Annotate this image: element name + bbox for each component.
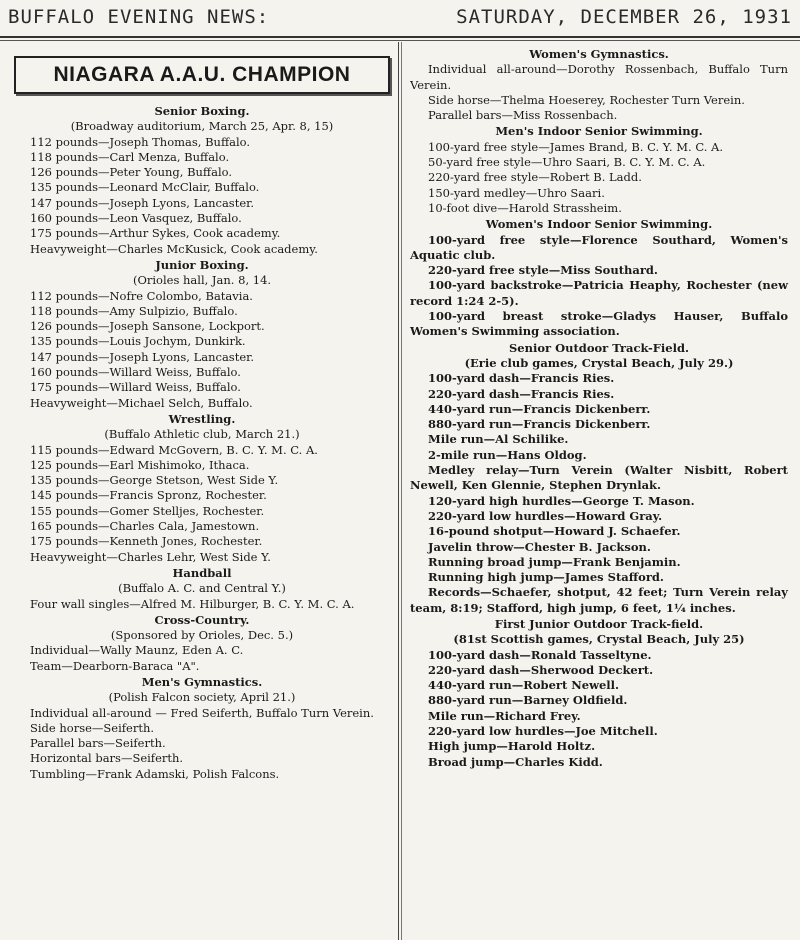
result-line: 160 pounds—Leon Vasquez, Buffalo. <box>30 211 242 226</box>
section-title: Senior Outdoor Track-Field. <box>509 340 689 355</box>
result-line: 120-yard high hurdles—George T. Mason. <box>428 493 695 508</box>
section-title: Women's Gymnastics. <box>529 47 669 61</box>
result-line: 175 pounds—Willard Weiss, Buffalo. <box>30 380 241 395</box>
result-line: 147 pounds—Joseph Lyons, Lancaster. <box>30 195 255 210</box>
result-line: 220-yard dash—Sherwood Deckert. <box>428 662 654 677</box>
right-column <box>410 46 788 770</box>
result-line: 880-yard run—Barney Oldfield. <box>428 693 628 708</box>
section-venue: (Erie club games, Crystal Beach, July 29.) <box>464 355 734 370</box>
masthead-paper: BUFFALO EVENING NEWS: <box>8 6 270 28</box>
section-senior-boxing <box>12 104 392 257</box>
section-title: Senior Boxing. <box>154 104 250 118</box>
result-line: 100-yard dash—Francis Ries. <box>428 371 615 386</box>
result-line: 118 pounds—Carl Menza, Buffalo. <box>30 149 230 164</box>
result-line: 115 pounds—Edward McGovern, B. C. Y. M. C. A. <box>30 442 318 457</box>
masthead-date: SATURDAY, DECEMBER 26, 1931 <box>456 6 792 28</box>
section-junior-boxing <box>12 258 392 411</box>
result-line: 145 pounds—Francis Spronz, Rochester. <box>30 488 267 503</box>
result-line: Javelin throw—Chester B. Jackson. <box>428 539 651 554</box>
result-line: 135 pounds—Leonard McClair, Buffalo. <box>30 180 260 195</box>
result-line: Team—Dearborn-Baraca "A". <box>30 658 200 673</box>
result-line: Heavyweight—Michael Selch, Buffalo. <box>30 395 253 410</box>
result-line: 126 pounds—Peter Young, Buffalo. <box>30 165 233 180</box>
result-line: High jump—Harold Holtz. <box>428 739 596 754</box>
result-line: 175 pounds—Kenneth Jones, Rochester. <box>30 534 263 549</box>
masthead-rule <box>0 36 800 38</box>
result-line: 100-yard dash—Ronald Tasseltyne. <box>428 647 652 662</box>
result-line: 220-yard free style—Robert B. Ladd. <box>428 170 642 185</box>
section-mens-swimming <box>410 124 788 216</box>
result-line: 135 pounds—George Stetson, West Side Y. <box>30 473 279 488</box>
result-line: 100-yard backstroke—Patricia Heaphy, Rochester (new record 1:24 2-5). <box>410 278 788 308</box>
result-line: Individual all-around—Dorothy Rossenbach, Buffalo Turn Verein. <box>410 62 788 92</box>
result-line: 165 pounds—Charles Cala, Jamestown. <box>30 519 260 534</box>
result-line: 50-yard free style—Uhro Saari, B. C. Y. M. C. A. <box>428 155 706 170</box>
result-line: Records—Schaefer, shotput, 42 feet; Turn Verein relay team, 8:19; Stafford, high jump, 6 feet, 1¼ inches. <box>410 585 788 615</box>
section-title: Men's Indoor Senior Swimming. <box>495 124 703 139</box>
result-line: Horizontal bars—Seiferth. <box>30 751 184 766</box>
result-line: 112 pounds—Nofre Colombo, Batavia. <box>30 288 253 303</box>
section-venue: (Sponsored by Orioles, Dec. 5.) <box>110 628 294 643</box>
section-title: Women's Indoor Senior Swimming. <box>485 217 713 232</box>
result-line: 220-yard low hurdles—Joe Mitchell. <box>428 724 658 739</box>
section-handball <box>12 566 392 612</box>
section-mens-gymnastics <box>12 675 392 782</box>
result-line: 16-pound shotput—Howard J. Schaefer. <box>428 524 681 539</box>
result-line: 10-foot dive—Harold Strassheim. <box>428 200 622 215</box>
section-venue: (Orioles hall, Jan. 8, 14. <box>132 273 272 288</box>
section-womens-swimming <box>410 217 788 339</box>
headline: NIAGARA A.A.U. CHAMPION <box>53 63 351 86</box>
section-junior-track <box>410 617 788 770</box>
result-line: Parallel bars—Miss Rossenbach. <box>428 108 618 123</box>
result-line: 118 pounds—Amy Sulpizio, Buffalo. <box>30 303 238 318</box>
section-wrestling <box>12 412 392 565</box>
result-line: 2-mile run—Hans Oldog. <box>428 447 587 462</box>
section-senior-track <box>410 341 788 616</box>
section-venue: (Buffalo A. C. and Central Y.) <box>118 581 286 596</box>
result-line: Heavyweight—Charles McKusick, Cook academy. <box>30 241 318 256</box>
section-title: Cross-Country. <box>154 612 250 627</box>
left-column <box>12 56 392 782</box>
result-line: 125 pounds—Earl Mishimoko, Ithaca. <box>30 457 250 472</box>
result-line: Individual—Wally Maunz, Eden A. C. <box>30 643 244 658</box>
section-title: Handball <box>172 565 232 580</box>
column-divider-thin <box>401 42 402 940</box>
result-line: Running high jump—James Stafford. <box>428 570 664 585</box>
section-venue: (Polish Falcon society, April 21.) <box>108 690 296 705</box>
result-line: 160 pounds—Willard Weiss, Buffalo. <box>30 365 241 380</box>
result-line: 100-yard free style—James Brand, B. C. Y. M. C. A. <box>428 139 723 154</box>
result-line: Side horse—Thelma Hoeserey, Rochester Turn Verein. <box>428 92 745 107</box>
result-line: 100-yard breast stroke—Gladys Hauser, Buffalo Women's Swimming association. <box>410 309 788 339</box>
masthead <box>0 0 800 34</box>
result-line: Parallel bars—Seiferth. <box>30 736 166 751</box>
result-line: Tumbling—Frank Adamski, Polish Falcons. <box>30 766 280 781</box>
column-divider <box>398 42 399 940</box>
result-line: Running broad jump—Frank Benjamin. <box>428 554 681 569</box>
result-line: 440-yard run—Robert Newell. <box>428 678 620 693</box>
result-line: Mile run—Richard Frey. <box>428 708 581 723</box>
result-line: 135 pounds—Louis Jochym, Dunkirk. <box>30 334 246 349</box>
result-line: 126 pounds—Joseph Sansone, Lockport. <box>30 319 265 334</box>
result-line: 147 pounds—Joseph Lyons, Lancaster. <box>30 349 255 364</box>
section-venue: (Buffalo Athletic club, March 21.) <box>104 427 300 442</box>
section-title: Wrestling. <box>168 411 236 426</box>
result-line: 112 pounds—Joseph Thomas, Buffalo. <box>30 134 251 149</box>
result-line: Side horse—Seiferth. <box>30 720 155 735</box>
section-venue: (Broadway auditorium, March 25, Apr. 8, 15) <box>70 119 334 134</box>
result-line: Mile run—Al Schilike. <box>428 432 569 447</box>
result-line: Broad jump—Charles Kidd. <box>428 754 603 769</box>
result-line: 440-yard run—Francis Dickenberr. <box>428 401 651 416</box>
result-line: Individual all-around — Fred Seiferth, Buffalo Turn Verein. <box>30 705 374 720</box>
section-title: Junior Boxing. <box>155 257 249 272</box>
result-line: 150-yard medley—Uhro Saari. <box>428 185 605 200</box>
section-venue: (81st Scottish games, Crystal Beach, July 25) <box>453 632 745 647</box>
result-line: 175 pounds—Arthur Sykes, Cook academy. <box>30 226 281 241</box>
section-cross-country <box>12 613 392 674</box>
result-line: 220-yard low hurdles—Howard Gray. <box>428 508 663 523</box>
section-title: First Junior Outdoor Track-field. <box>494 616 704 631</box>
result-line: 220-yard dash—Francis Ries. <box>428 386 615 401</box>
section-womens-gymnastics <box>410 47 788 123</box>
result-line: 880-yard run—Francis Dickenberr. <box>428 417 651 432</box>
result-line: 155 pounds—Gomer Stelljes, Rochester. <box>30 503 265 518</box>
result-line: Four wall singles—Alfred M. Hilburger, B. C. Y. M. C. A. <box>30 596 355 611</box>
result-line: Heavyweight—Charles Lehr, West Side Y. <box>30 549 271 564</box>
section-title: Men's Gymnastics. <box>141 674 263 689</box>
result-line: 100-yard free style—Florence Southard, Women's Aquatic club. <box>410 232 788 262</box>
headline-box <box>14 56 390 94</box>
result-line: Medley relay—Turn Verein (Walter Nisbitt, Robert Newell, Ken Glennie, Stephen Drynlak. <box>410 463 788 493</box>
masthead-rule-thin <box>0 40 800 41</box>
result-line: 220-yard free style—Miss Southard. <box>428 263 658 278</box>
